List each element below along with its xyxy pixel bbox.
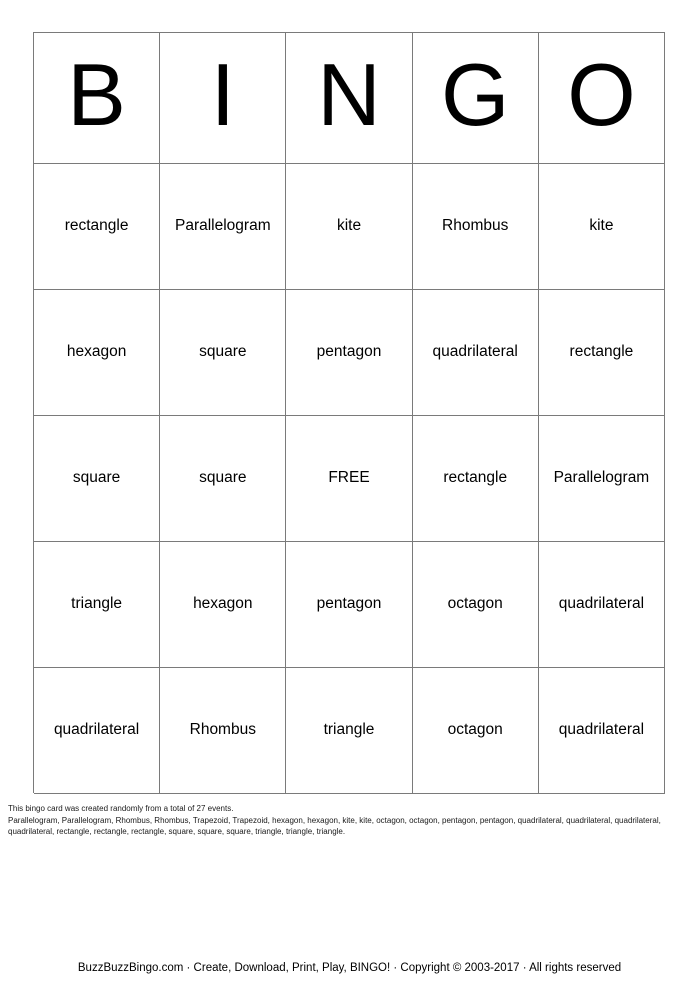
- fine-print-summary: This bingo card was created randomly from a total of 27 events.: [8, 804, 234, 813]
- bingo-header-letter-b: B: [34, 33, 160, 164]
- bingo-header-letter-o: O: [539, 33, 665, 164]
- bingo-cell[interactable]: pentagon: [286, 542, 412, 668]
- bingo-cell[interactable]: rectangle: [413, 416, 539, 542]
- bingo-cell[interactable]: square: [34, 416, 160, 542]
- bingo-cell[interactable]: triangle: [286, 668, 412, 794]
- bingo-card: [33, 32, 665, 793]
- bingo-header-letter-g: G: [413, 33, 539, 164]
- bingo-cell[interactable]: triangle: [34, 542, 160, 668]
- bingo-cell[interactable]: quadrilateral: [34, 668, 160, 794]
- bingo-cell[interactable]: hexagon: [34, 290, 160, 416]
- bingo-cell[interactable]: hexagon: [160, 542, 286, 668]
- bingo-cell[interactable]: quadrilateral: [539, 668, 665, 794]
- bingo-cell[interactable]: octagon: [413, 668, 539, 794]
- bingo-cell[interactable]: square: [160, 416, 286, 542]
- bingo-row: [34, 542, 665, 668]
- bingo-cell[interactable]: Parallelogram: [539, 416, 665, 542]
- bingo-cell[interactable]: pentagon: [286, 290, 412, 416]
- bingo-row: [34, 290, 665, 416]
- bingo-cell[interactable]: Rhombus: [413, 164, 539, 290]
- bingo-cell[interactable]: rectangle: [34, 164, 160, 290]
- bingo-cell[interactable]: kite: [539, 164, 665, 290]
- fine-print-event-list: Parallelogram, Parallelogram, Rhombus, Rhombus, Trapezoid, Trapezoid, hexagon, hexagon, kite, kite, octagon, octagon, pentagon, pentagon, quadrilateral, quadrilateral, quadrilateral, quadrilateral, rectangle, rectangle, rectangle, square, square, square, triangle, triangle, triangle.: [8, 815, 661, 836]
- bingo-cell[interactable]: square: [160, 290, 286, 416]
- bingo-cell[interactable]: quadrilateral: [539, 542, 665, 668]
- bingo-cell[interactable]: quadrilateral: [413, 290, 539, 416]
- bingo-row: [34, 416, 665, 542]
- bingo-header-letter-n: N: [286, 33, 412, 164]
- bingo-cell[interactable]: rectangle: [539, 290, 665, 416]
- bingo-cell[interactable]: kite: [286, 164, 412, 290]
- bingo-row: [34, 668, 665, 794]
- footer-text: BuzzBuzzBingo.com · Create, Download, Print, Play, BINGO! · Copyright © 2003-2017 · All rights reserved: [77, 962, 622, 974]
- bingo-header-row: [34, 33, 665, 164]
- bingo-cell-free[interactable]: FREE: [286, 416, 412, 542]
- fine-print: [8, 803, 692, 838]
- bingo-cell[interactable]: octagon: [413, 542, 539, 668]
- bingo-row: [34, 164, 665, 290]
- page-footer: [0, 962, 699, 974]
- bingo-cell[interactable]: Rhombus: [160, 668, 286, 794]
- bingo-header-letter-i: I: [160, 33, 286, 164]
- bingo-cell[interactable]: Parallelogram: [160, 164, 286, 290]
